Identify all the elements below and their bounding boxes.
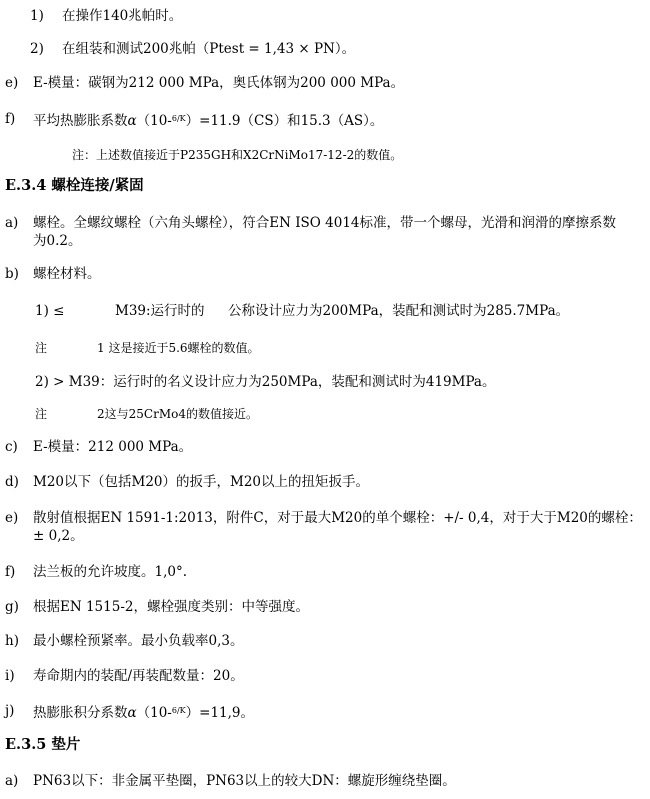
- note-text: 注：上述数值接近于P235GH和X2CrNiMo17-12-2的数值。: [72, 148, 403, 162]
- list-marker: g): [5, 599, 19, 615]
- text-fragment: 热膨胀积分系数: [33, 705, 128, 721]
- note-text: 2这与25CrMo4的数值接近。: [97, 407, 258, 421]
- list-marker: f): [5, 111, 16, 127]
- list-marker: 2): [30, 41, 44, 57]
- list-marker: c): [5, 439, 18, 455]
- list-marker: i): [5, 668, 15, 684]
- list-item-text: 法兰板的允许坡度。1,0°.: [33, 564, 188, 580]
- list-marker: b): [5, 266, 19, 282]
- list-item-text: 在操作140兆帕时。: [62, 8, 183, 24]
- text-fragment: 平均热膨胀系数: [33, 113, 128, 129]
- list-marker: f): [5, 564, 16, 580]
- list-marker: j): [5, 703, 15, 719]
- text-fragment: （10-: [136, 705, 172, 721]
- list-item-text: M20以下（包括M20）的扳手，M20以上的扭矩扳手。: [33, 474, 370, 490]
- list-marker: 1) ≤: [35, 303, 65, 319]
- alpha-symbol: α: [127, 705, 137, 721]
- list-item-text-continued: ± 0,2。: [33, 528, 84, 544]
- superscript: 6/K: [171, 114, 186, 123]
- text-fragment: （10-: [136, 113, 172, 129]
- note-text: 1 这是接近于5.6螺栓的数值。: [97, 341, 260, 355]
- superscript: 6/K: [171, 706, 186, 715]
- list-marker: d): [5, 474, 19, 490]
- list-item-text: E-模量：212 000 MPa。: [33, 439, 193, 455]
- list-marker: e): [5, 510, 19, 526]
- list-item-text: 根据EN 1515-2，螺栓强度类别：中等强度。: [33, 599, 309, 615]
- list-item-text: 最小螺栓预紧率。最小负载率0,3。: [33, 633, 244, 649]
- note-label: 注: [35, 341, 48, 355]
- list-marker: a): [5, 773, 19, 789]
- list-item-text: 2) > M39：运行时的名义设计应力为250MPa，装配和测试时为419MPa。: [35, 374, 496, 390]
- list-item-text: M39:运行时的: [115, 303, 205, 319]
- list-marker: a): [5, 215, 19, 231]
- list-item-text: 公称设计应力为200MPa，装配和测试时为285.7MPa。: [228, 303, 570, 319]
- list-item-text: 散射值根据EN 1591-1:2013，附件C，对于最大M20的单个螺栓：+/- 0,4，对于大于M20的螺栓：: [33, 510, 642, 526]
- list-item-text: E-模量：碳钢为212 000 MPa，奥氏体钢为200 000 MPa。: [33, 75, 405, 91]
- list-item-text: PN63以下：非金属平垫圈，PN63以上的较大DN：螺旋形缠绕垫圈。: [33, 773, 456, 789]
- section-heading: E.3.5 垫片: [5, 736, 81, 753]
- list-item-text: [33, 110, 383, 130]
- alpha-symbol: α: [127, 113, 137, 129]
- list-item-text: 寿命期内的装配/再装配数量：20。: [33, 668, 244, 684]
- list-item-text: 螺栓。全螺纹螺栓（六角头螺栓），符合EN ISO 4014标准，带一个螺母，光滑和润滑的摩擦系数: [33, 215, 617, 231]
- list-item-text-continued: 为0.2。: [33, 233, 82, 249]
- text-fragment: ）=11,9。: [185, 705, 255, 721]
- section-heading: E.3.4 螺栓连接/紧固: [5, 177, 144, 194]
- list-marker: 1): [30, 8, 44, 24]
- list-item-text: 螺栓材料。: [33, 266, 101, 282]
- note-label: 注: [35, 407, 48, 421]
- list-item-text: 在组装和测试200兆帕（Ptest = 1,43 × PN）。: [62, 41, 356, 57]
- list-marker: e): [5, 75, 19, 91]
- text-fragment: ）=11.9（CS）和15.3（AS）。: [185, 113, 384, 129]
- list-item-text: [33, 702, 254, 722]
- list-marker: h): [5, 633, 19, 649]
